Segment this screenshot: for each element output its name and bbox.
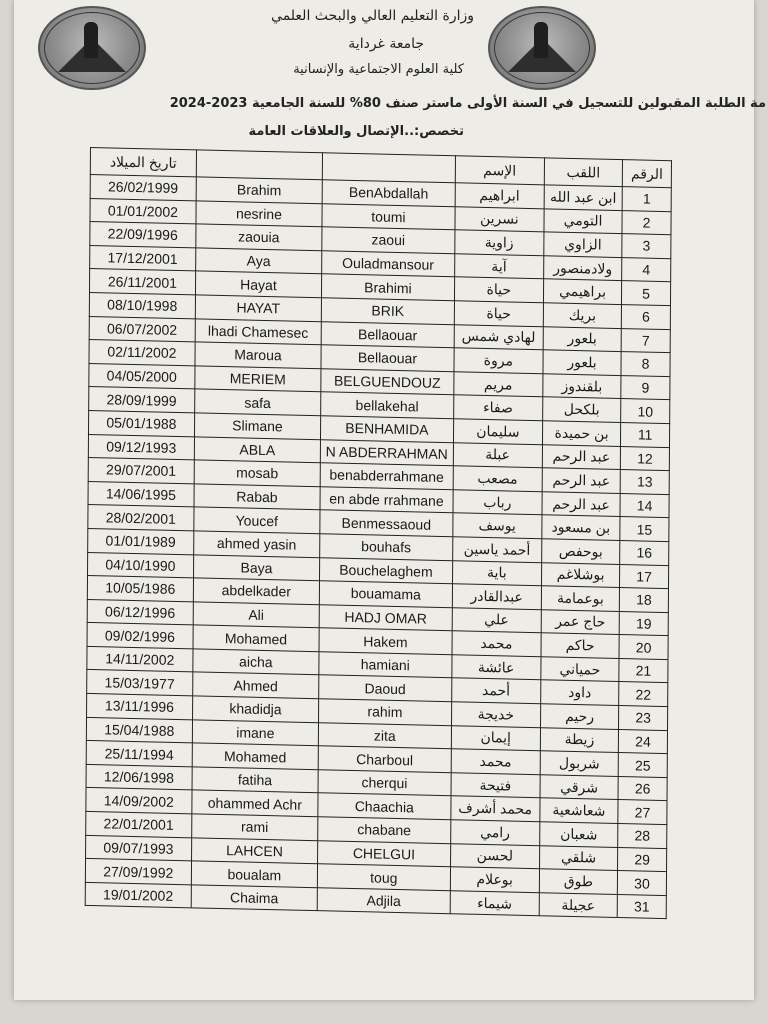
last-name-cell: بريك <box>543 303 621 328</box>
birth-date-cell: 26/02/1999 <box>90 175 196 201</box>
first-name-cell: آية <box>454 254 543 280</box>
first-name-cell: أحمد ياسين <box>452 537 541 563</box>
first-name-cell: زاوية <box>454 230 543 256</box>
first-name-cell: عبدالقادر <box>452 584 541 610</box>
first-name-latin-cell: boualam <box>191 861 318 887</box>
first-name-cell: لهادي شمس <box>454 324 543 350</box>
last-name-cell: رحيم <box>540 704 618 729</box>
first-name-latin-cell: rami <box>191 814 318 840</box>
birth-date-cell: 27/09/1992 <box>85 859 191 885</box>
last-name-cell: ولادمنصور <box>544 256 622 281</box>
row-number-cell: 31 <box>617 894 666 919</box>
first-name-latin-cell: ohammed Achr <box>192 790 319 816</box>
last-name-cell: عجيلة <box>539 893 617 918</box>
first-name-cell: ابراهيم <box>455 183 544 209</box>
last-name-cell: حاج عمر <box>541 609 619 634</box>
birth-date-cell: 08/10/1998 <box>89 292 195 318</box>
last-name-cell: بوعمامة <box>541 586 619 611</box>
last-name-cell: شربول <box>540 751 618 776</box>
last-name-latin-cell: N ABDERRAHMAN <box>320 439 453 466</box>
row-number-cell: 15 <box>620 517 669 542</box>
birth-date-cell: 10/05/1986 <box>87 576 193 602</box>
first-name-cell: رباب <box>453 489 542 515</box>
first-name-latin-cell: Baya <box>193 554 320 580</box>
last-name-latin-cell: HADJ OMAR <box>319 604 452 631</box>
birth-date-cell: 19/01/2002 <box>85 882 191 908</box>
row-number-cell: 11 <box>621 422 670 447</box>
last-name-latin-cell: Bouchelaghem <box>320 557 453 584</box>
row-number-cell: 19 <box>619 611 668 636</box>
birth-date-cell: 28/02/2001 <box>88 505 194 531</box>
row-number-cell: 21 <box>619 658 668 683</box>
university-heading: جامعة غرداية <box>348 36 424 52</box>
students-table <box>85 147 672 920</box>
row-number-cell: 16 <box>620 540 669 565</box>
first-name-latin-cell: khadidja <box>192 696 319 722</box>
last-name-cell: بن مسعود <box>542 515 620 540</box>
birth-date-cell: 14/11/2002 <box>87 646 193 672</box>
last-name-latin-cell: en abde rrahmane <box>320 486 453 513</box>
first-name-cell: أحمد <box>451 678 540 704</box>
last-name-latin-cell: toug <box>317 864 450 891</box>
last-name-cell: الزاوي <box>544 232 622 257</box>
first-name-latin-cell: Maroua <box>195 342 322 368</box>
row-number-cell: 13 <box>620 470 669 495</box>
row-number-cell: 1 <box>622 187 671 212</box>
last-name-cell: بلعور <box>543 326 621 351</box>
ministry-heading: وزارة التعليم العالي والبحث العلمي <box>271 8 474 24</box>
first-name-cell: مصعب <box>453 466 542 492</box>
last-name-latin-cell: BRIK <box>321 298 454 325</box>
first-name-latin-cell: fatiha <box>192 767 319 793</box>
birth-date-cell: 06/12/1996 <box>87 599 193 625</box>
last-name-latin-cell: bouhafs <box>320 534 453 561</box>
last-name-cell: ابن عبد الله <box>544 185 622 210</box>
birth-date-cell: 15/03/1977 <box>87 670 193 696</box>
birth-date-cell: 01/01/2002 <box>90 198 196 224</box>
row-number-cell: 30 <box>617 871 666 896</box>
row-number-cell: 18 <box>619 588 668 613</box>
first-name-cell: محمد <box>452 631 541 657</box>
last-name-latin-cell: CHELGUI <box>318 840 451 867</box>
last-name-cell: حمياني <box>541 657 619 682</box>
birth-date-cell: 17/12/2001 <box>90 245 196 271</box>
first-name-latin-cell: Slimane <box>194 413 321 439</box>
first-name-cell: نسرين <box>455 206 544 232</box>
faculty-heading: كلية العلوم الاجتماعية والإنسانية <box>293 62 464 77</box>
first-name-latin-cell: HAYAT <box>195 295 322 321</box>
last-name-cell: بلقندوز <box>543 374 621 399</box>
row-number-cell: 12 <box>620 446 669 471</box>
last-name-latin-cell: Hakem <box>319 628 452 655</box>
last-name-cell: داود <box>541 680 619 705</box>
row-number-cell: 22 <box>619 682 668 707</box>
row-number-cell: 5 <box>622 281 671 306</box>
university-seal-right <box>488 6 596 90</box>
first-name-latin-cell: Ahmed <box>192 672 319 698</box>
last-name-latin-cell: Ouladmansour <box>322 251 455 278</box>
last-name-latin-cell: BELGUENDOUZ <box>321 368 454 395</box>
first-name-cell: صفاء <box>453 395 542 421</box>
last-name-cell: حاكم <box>541 633 619 658</box>
last-name-latin-cell: chabane <box>318 817 451 844</box>
last-name-latin-cell: Daoud <box>319 675 452 702</box>
last-name-cell: عبد الرحم <box>542 491 620 516</box>
first-name-cell: باية <box>452 560 541 586</box>
last-name-latin-cell: Chaachia <box>318 793 451 820</box>
last-name-cell: زيطة <box>540 727 618 752</box>
first-name-latin-cell: abdelkader <box>193 578 320 604</box>
birth-date-cell: 09/07/1993 <box>86 835 192 861</box>
first-name-latin-cell: nesrine <box>196 200 323 226</box>
first-name-latin-cell: lhadi Chamesec <box>195 318 322 344</box>
last-name-latin-cell: Bellaouar <box>321 345 454 372</box>
row-number-cell: 26 <box>618 776 667 801</box>
last-name-latin-cell: BenAbdallah <box>322 180 455 207</box>
row-number-cell: 29 <box>618 847 667 872</box>
last-name-cell: شرقي <box>540 775 618 800</box>
last-name-latin-cell: benabderrahmane <box>320 463 453 490</box>
first-name-cell: فتيحة <box>451 773 540 799</box>
column-header-birth-date: تاريخ الميلاد <box>90 148 196 177</box>
row-number-cell: 20 <box>619 635 668 660</box>
birth-date-cell: 14/09/2002 <box>86 788 192 814</box>
row-number-cell: 17 <box>620 564 669 589</box>
last-name-latin-cell: bouamama <box>319 581 452 608</box>
first-name-cell: حياة <box>454 277 543 303</box>
seal-tower-shape <box>534 22 548 58</box>
first-name-latin-cell: Aya <box>195 248 322 274</box>
last-name-cell: بوشلاغم <box>541 562 619 587</box>
last-name-cell: عبد الرحم <box>542 468 620 493</box>
first-name-cell: محمد <box>451 749 540 775</box>
column-header-last-name: اللقب <box>544 158 622 187</box>
last-name-cell: عبد الرحم <box>542 444 620 469</box>
last-name-latin-cell: Bellaouar <box>321 321 454 348</box>
birth-date-cell: 14/06/1995 <box>88 481 194 507</box>
specialty-heading: تخصص:..الإتصال والعلاقات العامة <box>248 124 464 139</box>
first-name-cell: لحسن <box>450 843 539 869</box>
first-name-latin-cell: LAHCEN <box>191 837 318 863</box>
row-number-cell: 6 <box>621 305 670 330</box>
birth-date-cell: 12/06/1998 <box>86 764 192 790</box>
birth-date-cell: 04/05/2000 <box>89 363 195 389</box>
list-title: مة الطلبة المقبولين للتسجيل في السنة الأولى ماستر صنف 80% للسنة الجامعية 2023-2024 <box>169 96 766 111</box>
first-name-latin-cell: Mohamed <box>193 625 320 651</box>
first-name-cell: حياة <box>454 301 543 327</box>
last-name-latin-cell: Charboul <box>318 746 451 773</box>
first-name-cell: خديجة <box>451 702 540 728</box>
last-name-latin-cell: zita <box>318 722 451 749</box>
first-name-cell: بوعلام <box>450 867 539 893</box>
first-name-cell: سليمان <box>453 419 542 445</box>
first-name-latin-cell: ahmed yasin <box>193 531 320 557</box>
last-name-latin-cell: bellakehal <box>321 392 454 419</box>
first-name-latin-cell: Brahim <box>196 177 323 203</box>
last-name-cell: شعاشعية <box>540 798 618 823</box>
row-number-cell: 7 <box>621 328 670 353</box>
first-name-latin-cell: safa <box>194 389 321 415</box>
birth-date-cell: 04/10/1990 <box>88 552 194 578</box>
row-number-cell: 9 <box>621 375 670 400</box>
last-name-cell: شلقي <box>539 845 617 870</box>
birth-date-cell: 29/07/2001 <box>88 458 194 484</box>
first-name-cell: محمد أشرف <box>451 796 540 822</box>
birth-date-cell: 09/12/1993 <box>88 434 194 460</box>
first-name-latin-cell: imane <box>192 719 319 745</box>
first-name-latin-cell: Youcef <box>194 507 321 533</box>
first-name-cell: مريم <box>453 372 542 398</box>
last-name-latin-cell: toumi <box>322 203 455 230</box>
first-name-latin-cell: Chaima <box>191 885 318 911</box>
row-number-cell: 4 <box>622 257 671 282</box>
birth-date-cell: 05/01/1988 <box>88 410 194 436</box>
column-header-last-name-latin <box>322 153 455 183</box>
last-name-latin-cell: Benmessaoud <box>320 510 453 537</box>
last-name-latin-cell: hamiani <box>319 652 452 679</box>
row-number-cell: 2 <box>622 210 671 235</box>
birth-date-cell: 22/09/1996 <box>90 222 196 248</box>
row-number-cell: 24 <box>618 729 667 754</box>
row-number-cell: 10 <box>621 399 670 424</box>
birth-date-cell: 25/11/1994 <box>86 741 192 767</box>
students-table-body <box>85 175 671 919</box>
first-name-cell: عبلة <box>453 442 542 468</box>
first-name-latin-cell: mosab <box>194 460 321 486</box>
birth-date-cell: 28/09/1999 <box>89 387 195 413</box>
first-name-latin-cell: ABLA <box>194 436 321 462</box>
first-name-latin-cell: Rabab <box>194 484 321 510</box>
row-number-cell: 3 <box>622 234 671 259</box>
row-number-cell: 8 <box>621 352 670 377</box>
first-name-latin-cell: zaouia <box>196 224 323 250</box>
seal-tower-shape <box>84 22 98 58</box>
row-number-cell: 14 <box>620 493 669 518</box>
last-name-cell: بوحفص <box>542 539 620 564</box>
last-name-latin-cell: zaoui <box>322 227 455 254</box>
last-name-cell: بلكحل <box>543 397 621 422</box>
birth-date-cell: 26/11/2001 <box>89 269 195 295</box>
last-name-latin-cell: cherqui <box>318 770 451 797</box>
first-name-cell: رامي <box>450 820 539 846</box>
first-name-latin-cell: MERIEM <box>195 366 322 392</box>
first-name-latin-cell: Mohamed <box>192 743 319 769</box>
last-name-cell: شعبان <box>540 822 618 847</box>
last-name-cell: طوق <box>539 869 617 894</box>
first-name-cell: علي <box>452 607 541 633</box>
first-name-latin-cell: Hayat <box>195 271 322 297</box>
first-name-latin-cell: Ali <box>193 602 320 628</box>
last-name-latin-cell: Brahimi <box>322 274 455 301</box>
last-name-latin-cell: Adjila <box>317 887 450 914</box>
row-number-cell: 28 <box>618 824 667 849</box>
row-number-cell: 23 <box>619 706 668 731</box>
last-name-latin-cell: BENHAMIDA <box>321 416 454 443</box>
birth-date-cell: 22/01/2001 <box>86 811 192 837</box>
first-name-cell: عائشة <box>452 655 541 681</box>
last-name-cell: بلعور <box>543 350 621 375</box>
first-name-cell: يوسف <box>453 513 542 539</box>
birth-date-cell: 06/07/2002 <box>89 316 195 342</box>
column-header-number: الرقم <box>622 160 671 188</box>
row-number-cell: 27 <box>618 800 667 825</box>
last-name-cell: بن حميدة <box>542 421 620 446</box>
birth-date-cell: 09/02/1996 <box>87 623 193 649</box>
first-name-latin-cell: aicha <box>193 649 320 675</box>
birth-date-cell: 13/11/1996 <box>87 694 193 720</box>
row-number-cell: 25 <box>618 753 667 778</box>
university-seal-left <box>38 6 146 90</box>
birth-date-cell: 01/01/1989 <box>88 528 194 554</box>
birth-date-cell: 15/04/1988 <box>86 717 192 743</box>
last-name-cell: التومي <box>544 208 622 233</box>
first-name-cell: إيمان <box>451 725 540 751</box>
first-name-cell: مروة <box>454 348 543 374</box>
birth-date-cell: 02/11/2002 <box>89 340 195 366</box>
last-name-latin-cell: rahim <box>319 699 452 726</box>
column-header-first-name-latin <box>196 150 323 180</box>
first-name-cell: شيماء <box>450 890 539 916</box>
document-sheet <box>14 0 766 1000</box>
column-header-first-name: الإسم <box>455 156 544 185</box>
last-name-cell: براهيمي <box>543 279 621 304</box>
